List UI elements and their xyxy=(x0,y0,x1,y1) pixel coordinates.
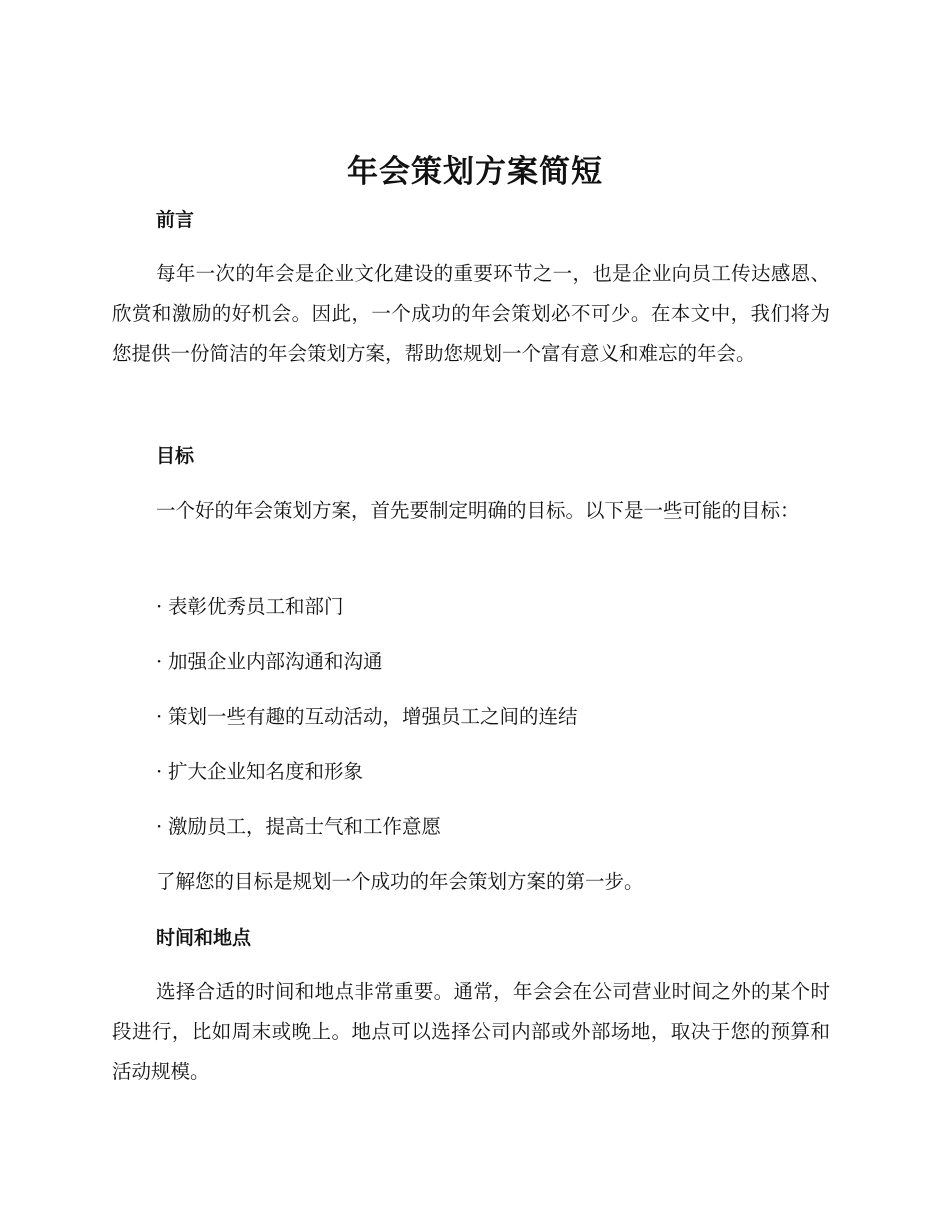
section-heading-time-place: 时间和地点 xyxy=(156,927,252,949)
bullet-marker: · xyxy=(156,815,163,838)
goal-list-item xyxy=(156,813,441,841)
goal-list-item-text: 激励员工，提高士气和工作意愿 xyxy=(168,815,442,838)
section-heading-preface: 前言 xyxy=(156,209,195,231)
bullet-marker: · xyxy=(156,760,163,783)
preface-paragraph: 每年一次的年会是企业文化建设的重要环节之一，也是企业向员工传达感恩、欣赏和激励的好机会。因此，一个成功的年会策划必不可少。在本文中，我们将为您提供一份简洁的年会策划方案，帮助您规划一个富有意义和难忘的年会。 xyxy=(112,262,830,365)
goals-closing-text: 了解您的目标是规划一个成功的年会策划方案的第一步。 xyxy=(156,870,644,893)
document-title: 年会策划方案简短 xyxy=(347,154,603,190)
goal-list-item xyxy=(156,703,578,731)
section-heading-goals: 目标 xyxy=(156,445,195,467)
goals-paragraph: 一个好的年会策划方案，首先要制定明确的目标。以下是一些可能的目标： xyxy=(156,499,800,522)
goal-list-item-text: 表彰优秀员工和部门 xyxy=(168,595,344,618)
bullet-marker: · xyxy=(156,595,163,618)
goal-list-item xyxy=(156,758,363,786)
bullet-marker: · xyxy=(156,705,163,728)
goal-list-item xyxy=(156,648,383,676)
goal-list-item xyxy=(156,593,344,621)
goal-list-item-text: 加强企业内部沟通和沟通 xyxy=(168,650,383,673)
time-place-paragraph: 选择合适的时间和地点非常重要。通常，年会会在公司营业时间之外的某个时段进行，比如周末或晚上。地点可以选择公司内部或外部场地，取决于您的预算和活动规模。 xyxy=(112,980,830,1083)
goal-list-item-text: 扩大企业知名度和形象 xyxy=(168,760,364,783)
bullet-marker: · xyxy=(156,650,163,673)
goal-list-item-text: 策划一些有趣的互动活动，增强员工之间的连结 xyxy=(168,705,578,728)
